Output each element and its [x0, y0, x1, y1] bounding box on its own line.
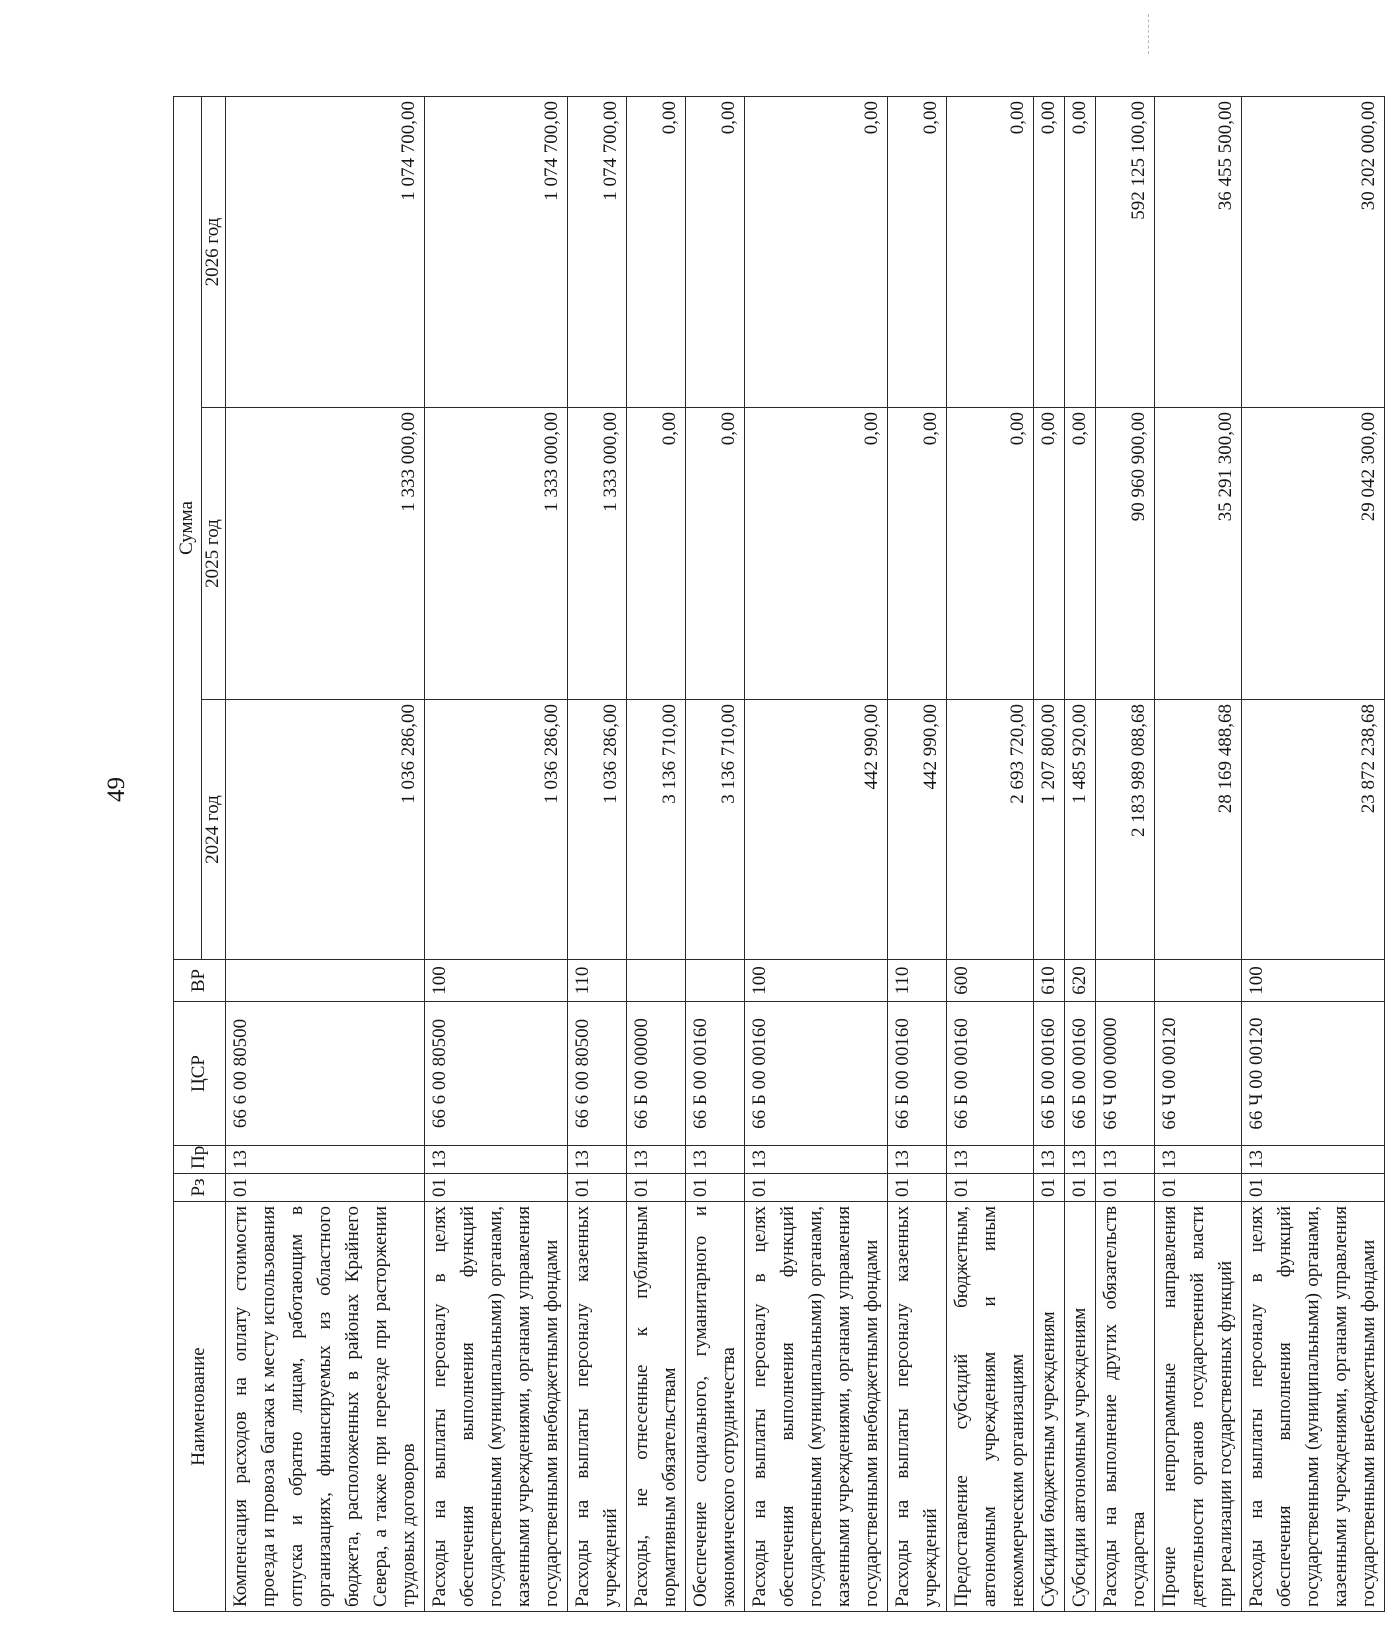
row-csr: 66 Ч 00 00120: [1242, 1002, 1385, 1146]
row-2026: 1 074 700,00: [568, 97, 627, 408]
row-2025: 35 291 300,00: [1155, 408, 1242, 700]
row-pr: 13: [947, 1146, 1034, 1174]
row-2024: 1 036 286,00: [226, 700, 425, 960]
row-rz: 01: [425, 1174, 568, 1202]
row-csr: 66 6 00 80500: [568, 1002, 627, 1146]
row-vr: [686, 960, 745, 1002]
row-2026: 0,00: [745, 97, 888, 408]
row-rz: 01: [745, 1174, 888, 1202]
row-2024: 2 693 720,00: [947, 700, 1034, 960]
row-2026: 0,00: [947, 97, 1034, 408]
header-vr: ВР: [174, 960, 226, 1002]
budget-table: [173, 96, 1385, 1612]
header-rz: Рз: [174, 1174, 226, 1202]
table-row: [686, 97, 745, 1612]
row-name: Субсидии автономным учреждениям: [1065, 1202, 1096, 1612]
row-vr: 100: [1242, 960, 1385, 1002]
row-2024: 23 872 238,68: [1242, 700, 1385, 960]
row-2024: 2 183 989 088,68: [1096, 700, 1155, 960]
row-vr: [1155, 960, 1242, 1002]
row-name: Субсидии бюджетным учреждениям: [1034, 1202, 1065, 1612]
row-2025: 1 333 000,00: [568, 408, 627, 700]
row-2026: 592 125 100,00: [1096, 97, 1155, 408]
row-2025: 0,00: [888, 408, 947, 700]
row-rz: 01: [568, 1174, 627, 1202]
row-rz: 01: [1096, 1174, 1155, 1202]
row-2024: 28 169 488,68: [1155, 700, 1242, 960]
row-vr: [627, 960, 686, 1002]
row-csr: 66 Б 00 00160: [1034, 1002, 1065, 1146]
header-csr: ЦСР: [174, 1002, 226, 1146]
row-pr: 13: [1155, 1146, 1242, 1174]
table-row: [1242, 97, 1385, 1612]
row-name: Расходы, не отнесенные к публичным нормативным обязательствам: [627, 1202, 686, 1612]
header-2025: 2025 год: [202, 408, 226, 700]
row-rz: 01: [1242, 1174, 1385, 1202]
row-2024: 3 136 710,00: [627, 700, 686, 960]
table-row: [1155, 97, 1242, 1612]
header-2024: 2024 год: [202, 700, 226, 960]
row-2024: 1 036 286,00: [568, 700, 627, 960]
row-2026: 0,00: [627, 97, 686, 408]
table-row: [947, 97, 1034, 1612]
row-pr: 13: [1034, 1146, 1065, 1174]
row-csr: 66 Ч 00 00120: [1155, 1002, 1242, 1146]
row-vr: 100: [745, 960, 888, 1002]
row-rz: 01: [947, 1174, 1034, 1202]
row-2026: 0,00: [1034, 97, 1065, 408]
row-2026: 30 202 000,00: [1242, 97, 1385, 408]
row-csr: 66 Б 00 00160: [686, 1002, 745, 1146]
row-2024: 442 990,00: [888, 700, 947, 960]
row-csr: 66 Б 00 00000: [627, 1002, 686, 1146]
row-2025: 0,00: [686, 408, 745, 700]
row-2026: 1 074 700,00: [226, 97, 425, 408]
row-2025: 0,00: [745, 408, 888, 700]
row-vr: 100: [425, 960, 568, 1002]
row-rz: 01: [226, 1174, 425, 1202]
row-pr: 13: [745, 1146, 888, 1174]
row-name: Расходы на выплаты персоналу казенных учреждений: [888, 1202, 947, 1612]
row-name: Расходы на выплаты персоналу казенных учреждений: [568, 1202, 627, 1612]
row-rz: 01: [1155, 1174, 1242, 1202]
row-2025: 90 960 900,00: [1096, 408, 1155, 700]
row-2025: 0,00: [947, 408, 1034, 700]
row-2024: 442 990,00: [745, 700, 888, 960]
header-sum: Сумма: [174, 97, 202, 960]
table-header: [174, 97, 226, 1612]
table-row: [425, 97, 568, 1612]
row-name: Расходы на выполнение других обязательств государства: [1096, 1202, 1155, 1612]
row-vr: 110: [888, 960, 947, 1002]
row-csr: 66 6 00 80500: [425, 1002, 568, 1146]
row-csr: 66 Б 00 00160: [745, 1002, 888, 1146]
row-rz: 01: [888, 1174, 947, 1202]
row-2026: 0,00: [888, 97, 947, 408]
row-2026: 36 455 500,00: [1155, 97, 1242, 408]
row-2025: 0,00: [627, 408, 686, 700]
table-row: [745, 97, 888, 1612]
row-2025: 29 042 300,00: [1242, 408, 1385, 700]
row-2024: 1 207 800,00: [1034, 700, 1065, 960]
row-vr: 610: [1034, 960, 1065, 1002]
row-pr: 13: [888, 1146, 947, 1174]
rotated-table-wrapper: [173, 97, 1379, 1612]
row-pr: 13: [627, 1146, 686, 1174]
row-csr: 66 Ч 00 00000: [1096, 1002, 1155, 1146]
header-pr: Пр: [174, 1146, 226, 1174]
row-csr: 66 Б 00 00160: [1065, 1002, 1096, 1146]
row-2024: 1 036 286,00: [425, 700, 568, 960]
row-name: Компенсация расходов на оплату стоимости проезда и провоза багажа к месту использования отпуска и обратно лицам, работающим в организациях, финансируемых из областного бюджета, расположенных в районах Крайнего Севера, а также при переезде при расторжении трудовых договоров: [226, 1202, 425, 1612]
row-name: Прочие непрограммные направления деятельности органов государственной власти при реализации государственных функций: [1155, 1202, 1242, 1612]
row-pr: 13: [568, 1146, 627, 1174]
row-pr: 13: [226, 1146, 425, 1174]
row-csr: 66 Б 00 00160: [947, 1002, 1034, 1146]
row-name: Расходы на выплаты персоналу в целях обеспечения выполнения функций государственными (муниципальными) органами, казенными учреждениями, органами управления государственными внебюджетными фондами: [1242, 1202, 1385, 1612]
page-number: 49: [103, 777, 130, 802]
row-vr: [1096, 960, 1155, 1002]
row-2024: 1 485 920,00: [1065, 700, 1096, 960]
row-2025: 1 333 000,00: [425, 408, 568, 700]
table-row: [1034, 97, 1065, 1612]
row-pr: 13: [425, 1146, 568, 1174]
table-row: [1096, 97, 1155, 1612]
row-2024: 3 136 710,00: [686, 700, 745, 960]
row-2025: 1 333 000,00: [226, 408, 425, 700]
row-2026: 0,00: [1065, 97, 1096, 408]
row-pr: 13: [1096, 1146, 1155, 1174]
row-vr: 600: [947, 960, 1034, 1002]
row-vr: 620: [1065, 960, 1096, 1002]
table-row: [627, 97, 686, 1612]
row-2025: 0,00: [1065, 408, 1096, 700]
row-name: Обеспечение социального, гуманитарного и экономического сотрудничества: [686, 1202, 745, 1612]
row-vr: [226, 960, 425, 1002]
row-vr: 110: [568, 960, 627, 1002]
row-name: Предоставление субсидий бюджетным, автономным учреждениям и иным некоммерческим организациям: [947, 1202, 1034, 1612]
table-row: [226, 97, 425, 1612]
row-name: Расходы на выплаты персоналу в целях обеспечения выполнения функций государственными (муниципальными) органами, казенными учреждениями, органами управления государственными внебюджетными фондами: [745, 1202, 888, 1612]
row-rz: 01: [686, 1174, 745, 1202]
row-2025: 0,00: [1034, 408, 1065, 700]
header-name: Наименование: [174, 1202, 226, 1612]
row-2026: 0,00: [686, 97, 745, 408]
row-rz: 01: [627, 1174, 686, 1202]
row-rz: 01: [1034, 1174, 1065, 1202]
row-rz: 01: [1065, 1174, 1096, 1202]
row-pr: 13: [1065, 1146, 1096, 1174]
row-name: Расходы на выплаты персоналу в целях обеспечения выполнения функций государственными (муниципальными) органами, казенными учреждениями, органами управления государственными внебюджетными фондами: [425, 1202, 568, 1612]
row-pr: 13: [1242, 1146, 1385, 1174]
table-row: [568, 97, 627, 1612]
scan-edge-marks: [1148, 14, 1155, 54]
table-row: [888, 97, 947, 1612]
row-2026: 1 074 700,00: [425, 97, 568, 408]
row-pr: 13: [686, 1146, 745, 1174]
table-row: [1065, 97, 1096, 1612]
row-csr: 66 6 00 80500: [226, 1002, 425, 1146]
header-2026: 2026 год: [202, 97, 226, 408]
row-csr: 66 Б 00 00160: [888, 1002, 947, 1146]
table-body: [226, 97, 1385, 1612]
